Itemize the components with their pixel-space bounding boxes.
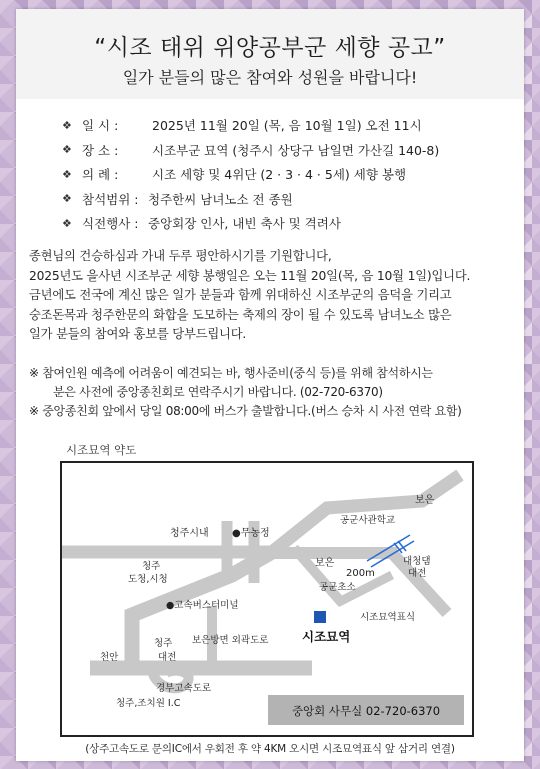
map-label-gyeongbu: 경부고속도로	[156, 683, 212, 694]
paragraph-line: 일가 분들의 참여와 홍보를 당부드립니다.	[29, 327, 247, 341]
diamond-bullet-icon: ❖	[62, 118, 72, 132]
info-label: 식전행사 :	[82, 216, 139, 232]
map-label-cheongju-city: 청주시내	[170, 528, 209, 539]
notice-document	[16, 9, 524, 761]
map-label-gonggun-post: 공군초소	[319, 582, 356, 593]
paragraph-line: 숭조돈목과 청주한문의 화합을 도모하는 축제의 장이 될 수 있도록 남녀노소 많은	[29, 307, 452, 322]
notice-title: “시조 태위 위양공부군 세향 공고”	[94, 35, 446, 61]
map-svg	[62, 463, 472, 735]
info-item-place	[62, 138, 439, 163]
paragraph-line: 금년에도 전국에 계신 많은 일가 분들과 함께 위대하신 시조부군의 음덕을 기리고	[29, 288, 452, 302]
map-label-shrine-sign: 시조묘역표식	[360, 612, 416, 623]
info-value: 2025년 11월 20일 (목, 음 10월 1일) 오전 11시	[152, 118, 422, 134]
map-label-cheongju-ic: 청주,조치원 I.C	[116, 698, 181, 709]
diamond-bullet-icon: ❖	[62, 216, 72, 230]
info-value: 중앙회장 인사, 내빈 축사 및 격려사	[148, 216, 341, 232]
note-line: ※ 중앙종친회 앞에서 당일 08:00에 버스가 출발합니다.(버스 승차 시 사전 연락 요함)	[29, 404, 462, 418]
map-label-200m: 200m	[346, 568, 375, 579]
diamond-bullet-icon: ❖	[62, 192, 72, 206]
info-value: 시조 세향 및 4위단 (2 · 3 · 4 · 5세) 세향 봉행	[152, 167, 407, 183]
info-item-preceremony	[62, 211, 439, 236]
greeting-paragraph	[29, 247, 519, 345]
map-label-boeun-top: 보은	[415, 495, 435, 506]
map-label-cheongju-south: 청주	[154, 638, 173, 649]
map-label-dochung-sichung: 도청,시청	[128, 574, 168, 585]
diamond-bullet-icon: ❖	[62, 167, 72, 181]
map-label-gonggun-academy: 공군사관학교	[340, 515, 396, 526]
office-banner-text: 중앙회 사무실 02-720-6370	[291, 704, 441, 718]
map-label-cheongju: 청주	[142, 561, 161, 572]
info-label: 의 례 :	[82, 167, 119, 183]
shrine-marker-icon	[314, 611, 326, 623]
note-line: ※ 참여인원 예측에 어려움이 예견되는 바, 행사준비(중식 등)를 위해 참석하시는	[29, 366, 433, 380]
map-label-daejeon-south: 대전	[158, 652, 177, 663]
map-label-daejeon-east: 대전	[408, 568, 427, 579]
info-item-ritual	[62, 162, 439, 187]
info-item-date	[62, 113, 439, 138]
notice-subtitle: 일가 분들의 많은 참여와 성원을 바랍니다!	[122, 68, 418, 87]
map-label-daecheong: 대청댐	[403, 556, 431, 567]
info-label: 일 시 :	[82, 118, 119, 134]
map-label-boeun-bypass: 보은방면 외곽도로	[192, 635, 269, 646]
event-info-list	[62, 113, 439, 236]
map-label-express-bus: ●고속버스터미널	[166, 600, 239, 611]
map-label-munongjeong: ●무농정	[232, 528, 270, 539]
map-label-cheonan: 천안	[100, 652, 119, 663]
paragraph-line: 종현님의 건승하심과 가내 두루 평안하시기를 기원합니다,	[29, 249, 332, 263]
info-label: 장 소 :	[82, 142, 119, 158]
note-line: 분은 사전에 중앙종친회로 연락주시기 바랍니다. (02-720-6370)	[53, 385, 383, 399]
map-label-shrine: 시조묘역	[302, 629, 351, 644]
map-caption: 시조묘역 약도	[66, 443, 137, 457]
diamond-bullet-icon: ❖	[62, 143, 72, 157]
directions-footnote: (상주고속도로 문의IC에서 우회전 후 약 4KM 오시면 시조묘역표식 앞 삼거리 연결)	[85, 743, 455, 755]
notes-section	[29, 364, 523, 421]
directions-map	[60, 461, 474, 737]
info-value: 시조부군 묘역 (청주시 상당구 남일면 가산길 140-8)	[152, 142, 440, 158]
notice-header	[16, 9, 524, 99]
info-label: 참석범위 :	[82, 191, 139, 207]
info-item-attendance	[62, 187, 439, 212]
map-label-boeun-mid: 보은	[315, 558, 335, 569]
paragraph-line: 2025년도 을사년 시조부군 세향 봉행일은 오는 11월 20일(목, 음 10월 1일)입니다.	[29, 268, 471, 283]
info-value: 청주한씨 남녀노소 전 종원	[148, 191, 293, 207]
